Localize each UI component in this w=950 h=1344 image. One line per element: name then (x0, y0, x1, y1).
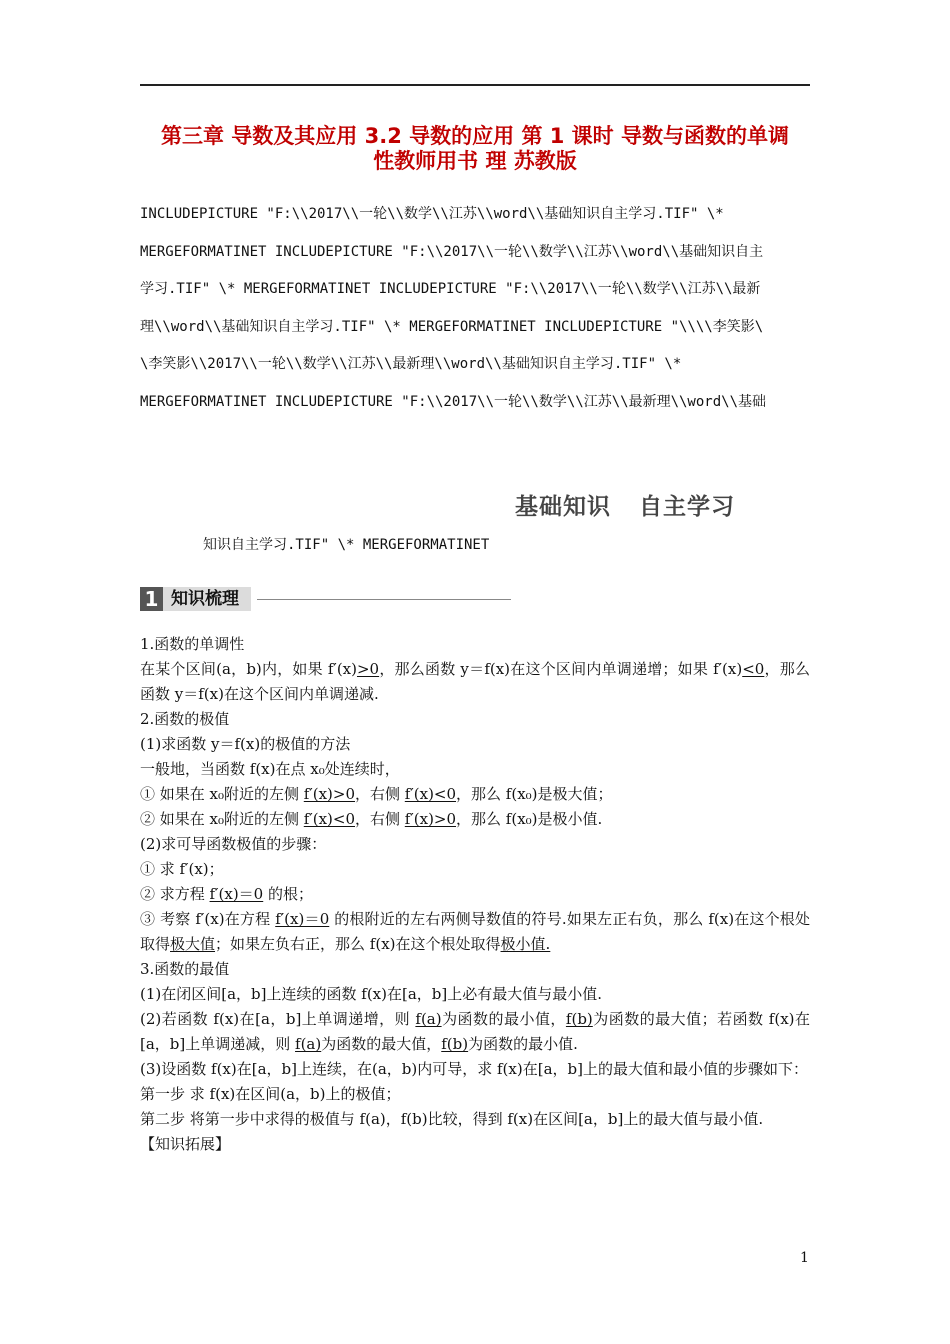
field-code-line: INCLUDEPICTURE "F:\\2017\\一轮\\数学\\江苏\\word\\基础知识自主学习.TIF" \* (140, 206, 724, 222)
subheading-extremum-steps: (2)求可导函数极值的步骤： (140, 835, 327, 853)
section-banner (515, 488, 735, 521)
text-run: (x) (722, 660, 743, 678)
paragraph-monotonicity (140, 657, 810, 707)
text-run: ② 如果在 x₀附近的左侧 (140, 810, 304, 828)
blank-answer: f′(x)<0 (404, 785, 457, 803)
field-code-line: \李笑影\\2017\\一轮\\数学\\江苏\\最新理\\word\\基础知识自主学习.TIF" \* (140, 356, 682, 373)
heading-extremum: 2.函数的极值 (140, 710, 230, 728)
banner-part-2: 自主学习 (639, 494, 735, 520)
text-run: ，右侧 (355, 810, 405, 828)
text-run: 在某个区间(a，b)内，如果 f′(x) (140, 660, 357, 678)
heading-max-min: 3.函数的最值 (140, 960, 230, 978)
blank-answer: <0 (742, 660, 765, 678)
title-line-2: 性教师用书 理 苏教版 (373, 149, 577, 173)
blank-answer: f(b) (565, 1010, 593, 1028)
main-content (140, 632, 810, 1157)
blank-answer: f(b) (441, 1035, 469, 1053)
max-min-item-3: (3)设函数 f(x)在[a，b]上连续，在(a，b)内可导，求 f(x)在[a，b]上的最大值和最小值的步骤如下： (140, 1060, 808, 1078)
section-label: 知识梳理 (163, 587, 251, 611)
text-run: ，右侧 (355, 785, 405, 803)
blank-answer: 极小值. (500, 935, 551, 953)
text-run: 的根附近的左右两侧导数值的符号.如果左正右负，那么 f(x)在这个根处取得 (140, 910, 810, 953)
text-run: (2)若函数 f(x)在[a，b]上单调递增，则 (140, 1010, 416, 1028)
step-2 (140, 882, 810, 907)
field-code-line: 理\\word\\基础知识自主学习.TIF" \* MERGEFORMATINET INCLUDEPICTURE "\\\\李笑影\ (140, 318, 764, 335)
procedure-step-2: 第二步 将第一步中求得的极值与 f(a)，f(b)比较，得到 f(x)在区间[a，b]上的最大值与最小值. (140, 1110, 764, 1128)
field-code-block (140, 196, 810, 422)
title-line-1: 第三章 导数及其应用 3.2 导数的应用 第 1 课时 导数与函数的单调 (161, 124, 789, 148)
text-run: 为函数的最小值. (468, 1035, 578, 1053)
max-min-item-1: (1)在闭区间[a，b]上连续的函数 f(x)在[a，b]上必有最大值与最小值. (140, 985, 602, 1003)
step-1: ① 求 f′(x)； (140, 860, 224, 878)
text-run: ① 如果在 x₀附近的左侧 (140, 785, 304, 803)
text-run: ；如果左负右正，那么 f(x)在这个根处取得 (215, 935, 501, 953)
text-run: ，那么函数 y＝f(x)在这个区间内单调递增；如果 f′ (379, 660, 723, 678)
text-run: 的根； (263, 885, 313, 903)
knowledge-extension-label: 【知识拓展】 (140, 1135, 231, 1153)
blank-answer: >0 (356, 660, 380, 678)
blank-answer: f(a) (295, 1035, 322, 1053)
text-run: 为函数的最大值；若函数 f(x)在[a，b]上单调递减，则 (140, 1010, 810, 1053)
text-run: 为函数的最大值， (321, 1035, 442, 1053)
condition-maximum (140, 782, 810, 807)
section-rule (257, 599, 511, 600)
max-min-item-2 (140, 1007, 810, 1057)
subheading-extremum-method: (1)求函数 y＝f(x)的极值的方法 (140, 735, 351, 753)
blank-answer: 极大值 (170, 935, 216, 953)
blank-answer: f(a) (415, 1010, 442, 1028)
blank-answer: f′(x)>0 (404, 810, 457, 828)
banner-part-1: 基础知识 (515, 494, 611, 520)
text-run: ，那么 f(x₀)是极大值； (456, 785, 613, 803)
text-run: 为函数的最小值， (441, 1010, 566, 1028)
field-code-line: MERGEFORMATINET INCLUDEPICTURE "F:\\2017\\一轮\\数学\\江苏\\最新理\\word\\基础 (140, 393, 767, 410)
text-run: ，那么函数 y＝f(x)在这个区间内单调递减. (140, 660, 810, 703)
paragraph-extremum-intro: 一般地，当函数 f(x)在点 x₀处连续时， (140, 760, 400, 778)
condition-minimum (140, 807, 810, 832)
section-heading (140, 586, 511, 612)
text-run: ③ 考察 f′(x)在方程 (140, 910, 276, 928)
procedure-step-1: 第一步 求 f(x)在区间(a，b)上的极值； (140, 1085, 401, 1103)
heading-monotonicity: 1.函数的单调性 (140, 635, 245, 653)
field-code-tail: 知识自主学习.TIF" \* MERGEFORMATINET (203, 537, 490, 553)
section-number: 1 (140, 587, 163, 611)
blank-answer: f′(x)<0 (303, 810, 356, 828)
blank-answer: f′(x)>0 (303, 785, 356, 803)
step-3 (140, 907, 810, 957)
document-title (140, 124, 810, 174)
header-rule (140, 84, 810, 86)
field-code-line: 学习.TIF" \* MERGEFORMATINET INCLUDEPICTURE "F:\\2017\\一轮\\数学\\江苏\\最新 (140, 281, 761, 298)
blank-answer: f′(x)＝0 (209, 885, 264, 903)
page-number: 1 (800, 1250, 809, 1266)
text-run: ，那么 f(x₀)是极小值. (456, 810, 603, 828)
text-run: ② 求方程 (140, 885, 210, 903)
field-code-line: MERGEFORMATINET INCLUDEPICTURE "F:\\2017\\一轮\\数学\\江苏\\word\\基础知识自主 (140, 243, 764, 260)
blank-answer: f′(x)＝0 (275, 910, 330, 928)
